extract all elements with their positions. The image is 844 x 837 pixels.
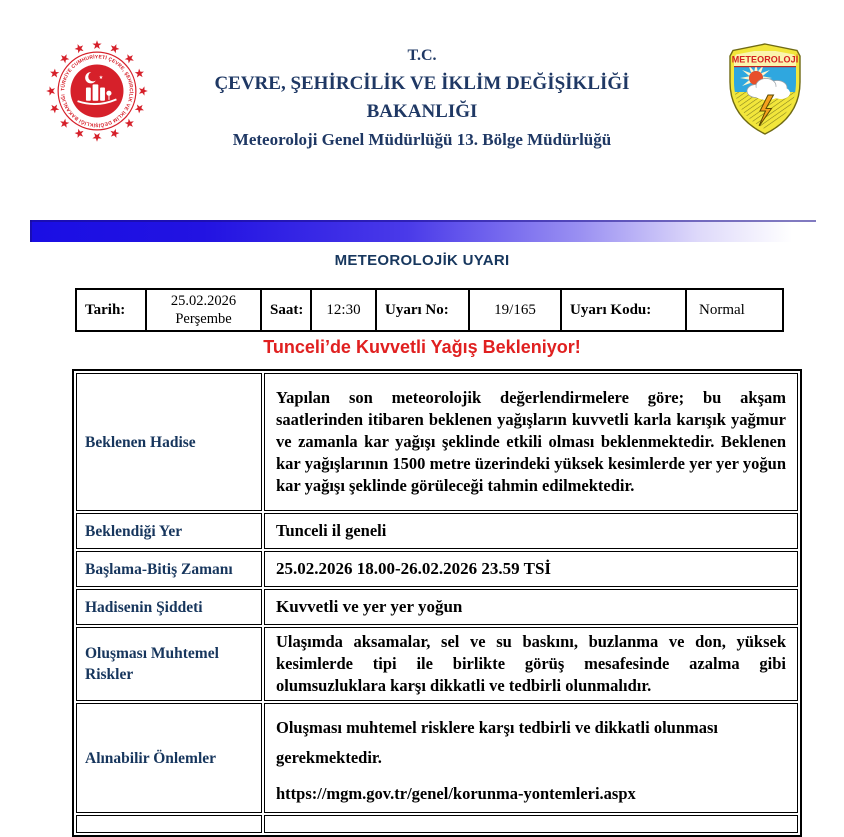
warning-headline: Tunceli’de Kuvvetli Yağış Bekleniyor! [263, 337, 581, 357]
row-content-beklenen-hadise: Yapılan son meteorolojik değerlendirmelere göre; bu akşam saatlerinden itibaren beklenen yağışların kuvvetli karla karışık yağmur ve zamanla kar yağışı şeklinde etkili olması beklenmektedir. Beklenen kar yağışlarının 1500 metre üzerindeki yüksek kesimlerde yer yer yoğun kar yağışı şeklinde görüleceği tahmin edilmektedir. [264, 373, 798, 511]
table-row-partial [76, 815, 798, 833]
section-title: METEOROLOJİK UYARI [334, 252, 510, 269]
ministry-seal-logo [44, 36, 150, 146]
row-label-baslama-bitis: Başlama-Bitiş Zamanı [76, 551, 262, 587]
uyari-kodu-label: Uyarı Kodu: [561, 289, 686, 331]
table-row [76, 703, 798, 813]
shield-title-text: METEOROLOJİ [731, 54, 799, 65]
header-tc: T.C. [407, 47, 437, 64]
table-row [76, 513, 798, 549]
saat-label: Saat: [261, 289, 311, 331]
header-ministry-name: ÇEVRE, ŞEHİRCİLİK VE İKLİM DEĞİŞİKLİĞİ [214, 73, 630, 94]
warning-info-table [75, 288, 784, 332]
partial-row-content-cell [264, 815, 798, 833]
tarih-date: 25.02.2026 [170, 293, 237, 309]
tarih-value [146, 289, 261, 331]
header-directorate: Meteoroloji Genel Müdürlüğü 13. Bölge Müdürlüğü [232, 130, 612, 149]
uyari-kodu-value: Normal [686, 289, 783, 331]
warning-details-table [72, 369, 802, 837]
uyari-no-value: 19/165 [469, 289, 561, 331]
row-content-muhtemel-riskler: Ulaşımda aksamalar, sel ve su baskını, buzlanma ve don, yüksek kesimlerde tipi ile birlikte görüş mesafesinde azalma gibi olumsuzluklara karşı dikkatli ve tedbirli olunmalıdır. [264, 627, 798, 701]
tarih-label: Tarih: [76, 289, 146, 331]
saat-value: 12:30 [311, 289, 376, 331]
row-label-alinabilir-onlemler: Alınabilir Önlemler [76, 703, 262, 813]
meteorology-shield-logo [726, 42, 804, 136]
row-content-baslama-bitis: 25.02.2026 18.00-26.02.2026 23.59 TSİ [264, 551, 798, 587]
table-row [76, 551, 798, 587]
table-row [76, 373, 798, 511]
partial-row-label-cell [76, 815, 262, 833]
document-header [160, 42, 684, 154]
row-label-muhtemel-riskler: Oluşması Muhtemel Riskler [76, 627, 262, 701]
header-ministry-name-2: BAKANLIĞI [366, 101, 478, 122]
onlemler-text: Oluşması muhtemel risklere karşı tedbirli ve dikkatli olunması gerekmektedir. [276, 718, 719, 767]
tarih-day: Perşembe [175, 311, 232, 327]
seal-ring-text: TÜRKİYE CUMHURİYETİ ÇEVRE, ŞEHİRCİLİK VE İKLİM DEĞİŞİKLİĞİ BAKANLIĞI [61, 55, 133, 127]
row-content-beklendigi-yer: Tunceli il geneli [264, 513, 798, 549]
table-row [76, 589, 798, 625]
row-label-beklenen-hadise: Beklenen Hadise [76, 373, 262, 511]
row-label-hadisenin-siddeti: Hadisenin Şiddeti [76, 589, 262, 625]
row-content-alinabilir-onlemler [264, 703, 798, 813]
row-content-hadisenin-siddeti: Kuvvetli ve yer yer yoğun [264, 589, 798, 625]
table-row [76, 627, 798, 701]
row-label-beklendigi-yer: Beklendiği Yer [76, 513, 262, 549]
korunma-yontemleri-link[interactable]: https://mgm.gov.tr/genel/korunma-yontemleri.aspx [276, 784, 636, 803]
uyari-no-label: Uyarı No: [376, 289, 469, 331]
gradient-divider-bar [30, 220, 816, 242]
